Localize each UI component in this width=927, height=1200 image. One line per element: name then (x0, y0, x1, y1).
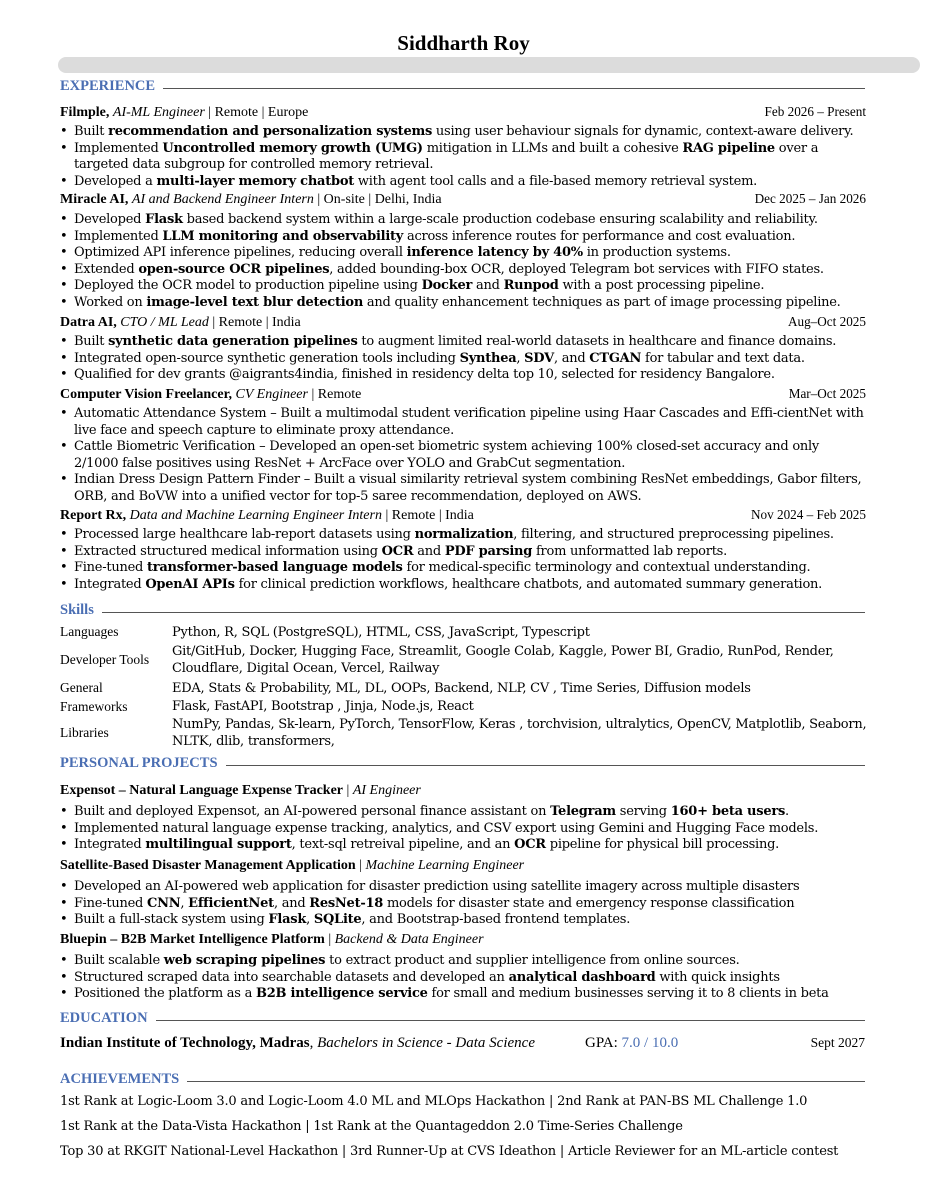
project-role: AI Engineer (352, 783, 421, 798)
bullet-item: • Integrated open-source synthetic generation tools including Synthea, SDV, and CTGAN for tabular and text data. (74, 351, 867, 368)
job-header-datra-ai (60, 314, 866, 331)
gpa-label: GPA: (584, 1035, 618, 1051)
skill-row (60, 642, 887, 678)
candidate-name: Siddharth Roy (397, 31, 530, 55)
skill-row (60, 715, 887, 751)
job-bullets-filmple (74, 124, 867, 190)
job-company: Computer Vision Freelancer, (60, 387, 233, 402)
bullet-item: • Developed a multi-layer memory chatbot with agent tool calls and a file-based memory retrieval system. (74, 174, 867, 191)
bullet-item: • Cattle Biometric Verification – Developed an open-set biometric system achieving 100% closed-set accuracy and only 2/1000 false positives using ResNet + ArcFace over YOLO and GrabCut segmentation. (74, 439, 867, 472)
section-rule (102, 612, 865, 613)
job-date: Dec 2025 – Jan 2026 (754, 191, 866, 206)
achievement-line: 1st Rank at Logic-Loom 3.0 and Logic-Loom 4.0 ML and MLOps Hackathon | 2nd Rank at PAN-BS ML Challenge 1.0 (60, 1094, 808, 1109)
bullet-item: • Integrated multilingual support, text-sql retreival pipeline, and an OCR pipeline for physical bill processing. (74, 837, 867, 854)
degree: Bachelors in Science - Data Science (317, 1035, 535, 1051)
job-bullets-datra-ai (74, 334, 867, 384)
section-rule (163, 88, 865, 89)
bullet-item: • Optimized API inference pipelines, reducing overall inference latency by 40% in production systems. (74, 245, 867, 262)
job-bullets-miracle-ai (74, 212, 867, 311)
project-header-expensot: Expensot – Natural Language Expense Tracker | AI Engineer (60, 783, 421, 798)
section-rule (187, 1081, 865, 1082)
job-date: Feb 2026 – Present (764, 104, 866, 119)
bullet-item: • Implemented natural language expense tracking, analytics, and CSV export using Gemini and Hugging Face models. (74, 821, 867, 838)
bullet-item: • Extracted structured medical information using OCR and PDF parsing from unformatted lab reports. (74, 544, 867, 561)
skill-value: Git/GitHub, Docker, Hugging Face, Streamlit, Google Colab, Kaggle, Power BI, Gradio, RunPod, Render, Cloudflare, Digital Ocean, Vercel, Railway (172, 644, 834, 676)
job-date: Aug–Oct 2025 (787, 314, 866, 329)
education-heading-label: EDUCATION (60, 1010, 148, 1026)
job-role: AI and Backend Engineer Intern (131, 192, 314, 207)
education-date: Sept 2027 (810, 1035, 865, 1050)
achievement-line: 1st Rank at the Data-Vista Hackathon | 1st Rank at the Quantageddon 2.0 Time-Series Challenge (60, 1119, 683, 1134)
job-role: CV Engineer (235, 387, 308, 402)
project-name: Expensot – Natural Language Expense Tracker (60, 783, 343, 798)
bullet-item: • Fine-tuned CNN, EfficientNet, and ResNet-18 models for disaster state and emergency response classification (74, 896, 867, 913)
skill-value: Python, R, SQL (PostgreSQL), HTML, CSS, JavaScript, Typescript (172, 624, 590, 640)
bullet-item: • Developed an AI-powered web application for disaster prediction using satellite imagery across multiple disasters (74, 879, 867, 896)
job-company: Filmple, (60, 105, 110, 120)
bullet-item: • Qualified for dev grants @aigrants4india, finished in residency delta top 10, selected for residency Bangalore. (74, 367, 867, 384)
bullet-item: • Built synthetic data generation pipelines to augment limited real-world datasets in healthcare and finance domains. (74, 334, 867, 351)
job-meta: | Remote (311, 387, 362, 402)
skill-label: Libraries (60, 725, 109, 740)
skills-heading-label: Skills (60, 602, 94, 618)
bullet-item: • Built scalable web scraping pipelines to extract product and supplier intelligence from online sources. (74, 953, 867, 970)
project-header-satellite: Satellite-Based Disaster Management Application | Machine Learning Engineer (60, 858, 525, 873)
bullet-item: • Built and deployed Expensot, an AI-powered personal finance assistant on Telegram serving 160+ beta users. (74, 804, 867, 821)
bullet-item: • Integrated OpenAI APIs for clinical prediction workflows, healthcare chatbots, and automated summary generation. (74, 577, 867, 594)
bullet-item: • Deployed the OCR model to production pipeline using Docker and Runpod with a post processing pipeline. (74, 278, 867, 295)
job-company: Report Rx, (60, 508, 127, 523)
skill-label: Languages (60, 624, 119, 639)
project-bullets-bluepin (74, 953, 867, 1003)
gpa-value: 7.0 / 10.0 (621, 1035, 679, 1051)
job-meta: | Remote | India (385, 508, 474, 523)
project-name: Bluepin – B2B Market Intelligence Platform (60, 932, 325, 947)
project-header-bluepin: Bluepin – B2B Market Intelligence Platform | Backend & Data Engineer (60, 932, 484, 947)
project-role: Machine Learning Engineer (365, 858, 525, 873)
section-rule (156, 1020, 865, 1021)
bullet-item: • Indian Dress Design Pattern Finder – Built a visual similarity retrieval system combining ResNet embeddings, Gabor filters, ORB, and BoVW into a unified vector for top-5 saree recommendation, deployed on AWS. (74, 472, 867, 505)
header-divider (58, 57, 920, 73)
job-date: Nov 2024 – Feb 2025 (750, 507, 866, 522)
bullet-item: • Worked on image-level text blur detection and quality enhancement techniques as part of image processing pipeline. (74, 295, 867, 312)
job-bullets-cv-freelancer (74, 406, 867, 505)
bullet-item: • Structured scraped data into searchable datasets and developed an analytical dashboard with quick insights (74, 970, 867, 987)
skill-row (60, 678, 887, 698)
achievements-heading-label: ACHIEVEMENTS (60, 1071, 180, 1087)
bullet-item: • Built recommendation and personalization systems using user behaviour signals for dynamic, context-aware delivery. (74, 124, 867, 141)
job-date: Mar–Oct 2025 (788, 386, 866, 401)
job-role: CTO / ML Lead (120, 315, 209, 330)
job-header-cv-freelancer (60, 386, 866, 403)
job-meta: | Remote | Europe (208, 105, 309, 120)
skill-value: EDA, Stats & Probability, ML, DL, OOPs, Backend, NLP, CV , Time Series, Diffusion models (172, 680, 751, 696)
bullet-item: • Extended open-source OCR pipelines, added bounding-box OCR, deployed Telegram bot services with FIFO states. (74, 262, 867, 279)
bullet-item: • Implemented Uncontrolled memory growth (UMG) mitigation in LLMs and built a cohesive RAG pipeline over a targeted data subgroup for controlled memory retrieval. (74, 141, 867, 174)
project-bullets-expensot (74, 804, 867, 854)
projects-heading (60, 755, 865, 772)
job-role: Data and Machine Learning Engineer Intern (129, 508, 382, 523)
job-meta: | On-site | Delhi, India (317, 192, 442, 207)
job-header-filmple (60, 104, 866, 121)
institution-name: Indian Institute of Technology, Madras (60, 1035, 310, 1051)
skill-label: General (60, 680, 103, 695)
project-name: Satellite-Based Disaster Management Application (60, 858, 356, 873)
skill-row (60, 622, 887, 642)
bullet-item: • Implemented LLM monitoring and observability across inference routes for performance and cost evaluation. (74, 229, 867, 246)
projects-heading-label: PERSONAL PROJECTS (60, 755, 218, 771)
education-entry: Indian Institute of Technology, Madras , Bachelors in Science - Data Science GPA: 7.0 / 10.0 Sept 2027 (60, 1035, 865, 1051)
job-header-miracle-ai (60, 191, 866, 208)
skill-label: Frameworks (60, 698, 128, 714)
skills-table (60, 622, 887, 751)
bullet-item: • Built a full-stack system using Flask, SQLite, and Bootstrap-based frontend templates. (74, 912, 867, 929)
skill-label: Developer Tools (60, 652, 150, 667)
job-company: Datra AI, (60, 315, 117, 330)
project-bullets-satellite (74, 879, 867, 929)
job-role: AI-ML Engineer (112, 105, 205, 120)
bullet-item: • Automatic Attendance System – Built a multimodal student verification pipeline using Haar Cascades and Effi-cientNet with live face and speech capture to eliminate proxy attendance. (74, 406, 867, 439)
education-heading (60, 1010, 865, 1027)
skill-value: Flask, FastAPI, Bootstrap , Jinja, Node.js, React (172, 699, 474, 714)
bullet-item: • Processed large healthcare lab-report datasets using normalization, filtering, and structured preprocessing pipelines. (74, 527, 867, 544)
bullet-item: • Fine-tuned transformer-based language models for medical-specific terminology and contextual understanding. (74, 560, 867, 577)
skill-row (60, 698, 887, 715)
job-meta: | Remote | India (212, 315, 301, 330)
skills-heading (60, 602, 865, 619)
job-header-report-rx (60, 507, 866, 524)
bullet-item: • Developed Flask based backend system within a large-scale production codebase ensuring scalability and reliability. (74, 212, 867, 229)
project-role: Backend & Data Engineer (334, 932, 484, 947)
experience-heading-label: EXPERIENCE (60, 78, 156, 94)
job-company: Miracle AI, (60, 192, 129, 207)
achievements-heading (60, 1071, 865, 1088)
section-rule (226, 765, 865, 766)
bullet-item: • Positioned the platform as a B2B intelligence service for small and medium businesses serving it to 8 clients in beta (74, 986, 867, 1003)
achievement-line: Top 30 at RKGIT National-Level Hackathon | 3rd Runner-Up at CVS Ideathon | Article Reviewer for an ML-article contest (60, 1144, 839, 1159)
job-bullets-report-rx (74, 527, 867, 593)
experience-heading (60, 78, 865, 95)
skill-value: NumPy, Pandas, Sk-learn, PyTorch, TensorFlow, Keras , torchvision, ultralytics, OpenCV, Matplotlib, Seaborn, NLTK, dlib, transformers, (172, 717, 867, 749)
